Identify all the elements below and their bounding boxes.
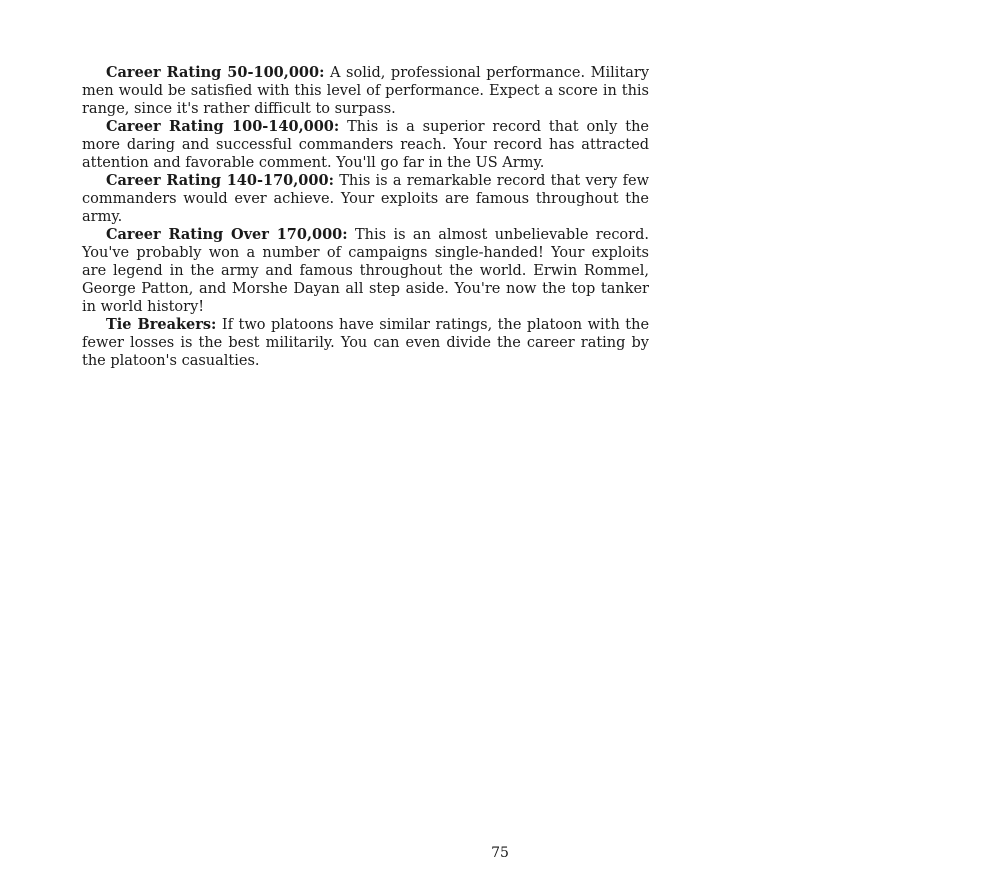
paragraph-heading: Career Rating Over 170,000:: [106, 226, 348, 243]
paragraph-body: This is a superior record that only the more daring and successful commanders reach. Your record has attracted attention and favorable comment. You'll go far in the US Army.: [82, 119, 649, 171]
paragraph-career-rating-over-170000: [82, 226, 649, 316]
page-number: 75: [491, 845, 509, 861]
paragraph-heading: Career Rating 50-100,000:: [106, 64, 325, 81]
paragraph-heading: Career Rating 140-170,000:: [106, 172, 334, 189]
body-text: [82, 64, 649, 370]
paragraph-heading: Career Rating 100-140,000:: [106, 118, 340, 135]
paragraph-tie-breakers: [82, 316, 649, 370]
paragraph-body: A solid, professional performance. Military men would be satisfied with this level of performance. Expect a score in this range, since it's rather difficult to surpass.: [82, 65, 650, 117]
paragraph-body: This is a remarkable record that very few commanders would ever achieve. Your exploits are famous throughout the army.: [82, 173, 649, 225]
paragraph-career-rating-50-100000: [82, 64, 649, 118]
paragraph-body: This is an almost unbelievable record. You've probably won a number of campaigns single-handed! Your exploits are legend in the army and famous throughout the world. Erwin Rommel, George Patton, and Morshe Dayan all step aside. You're now the top tanker in world history!: [82, 227, 649, 315]
paragraph-heading: Tie Breakers:: [106, 316, 217, 333]
paragraph-career-rating-140-170000: [82, 172, 649, 226]
paragraph-career-rating-100-140000: [82, 118, 649, 172]
paragraph-body: If two platoons have similar ratings, the platoon with the fewer losses is the best militarily. You can even divide the career rating by the platoon's casualties.: [82, 317, 650, 369]
